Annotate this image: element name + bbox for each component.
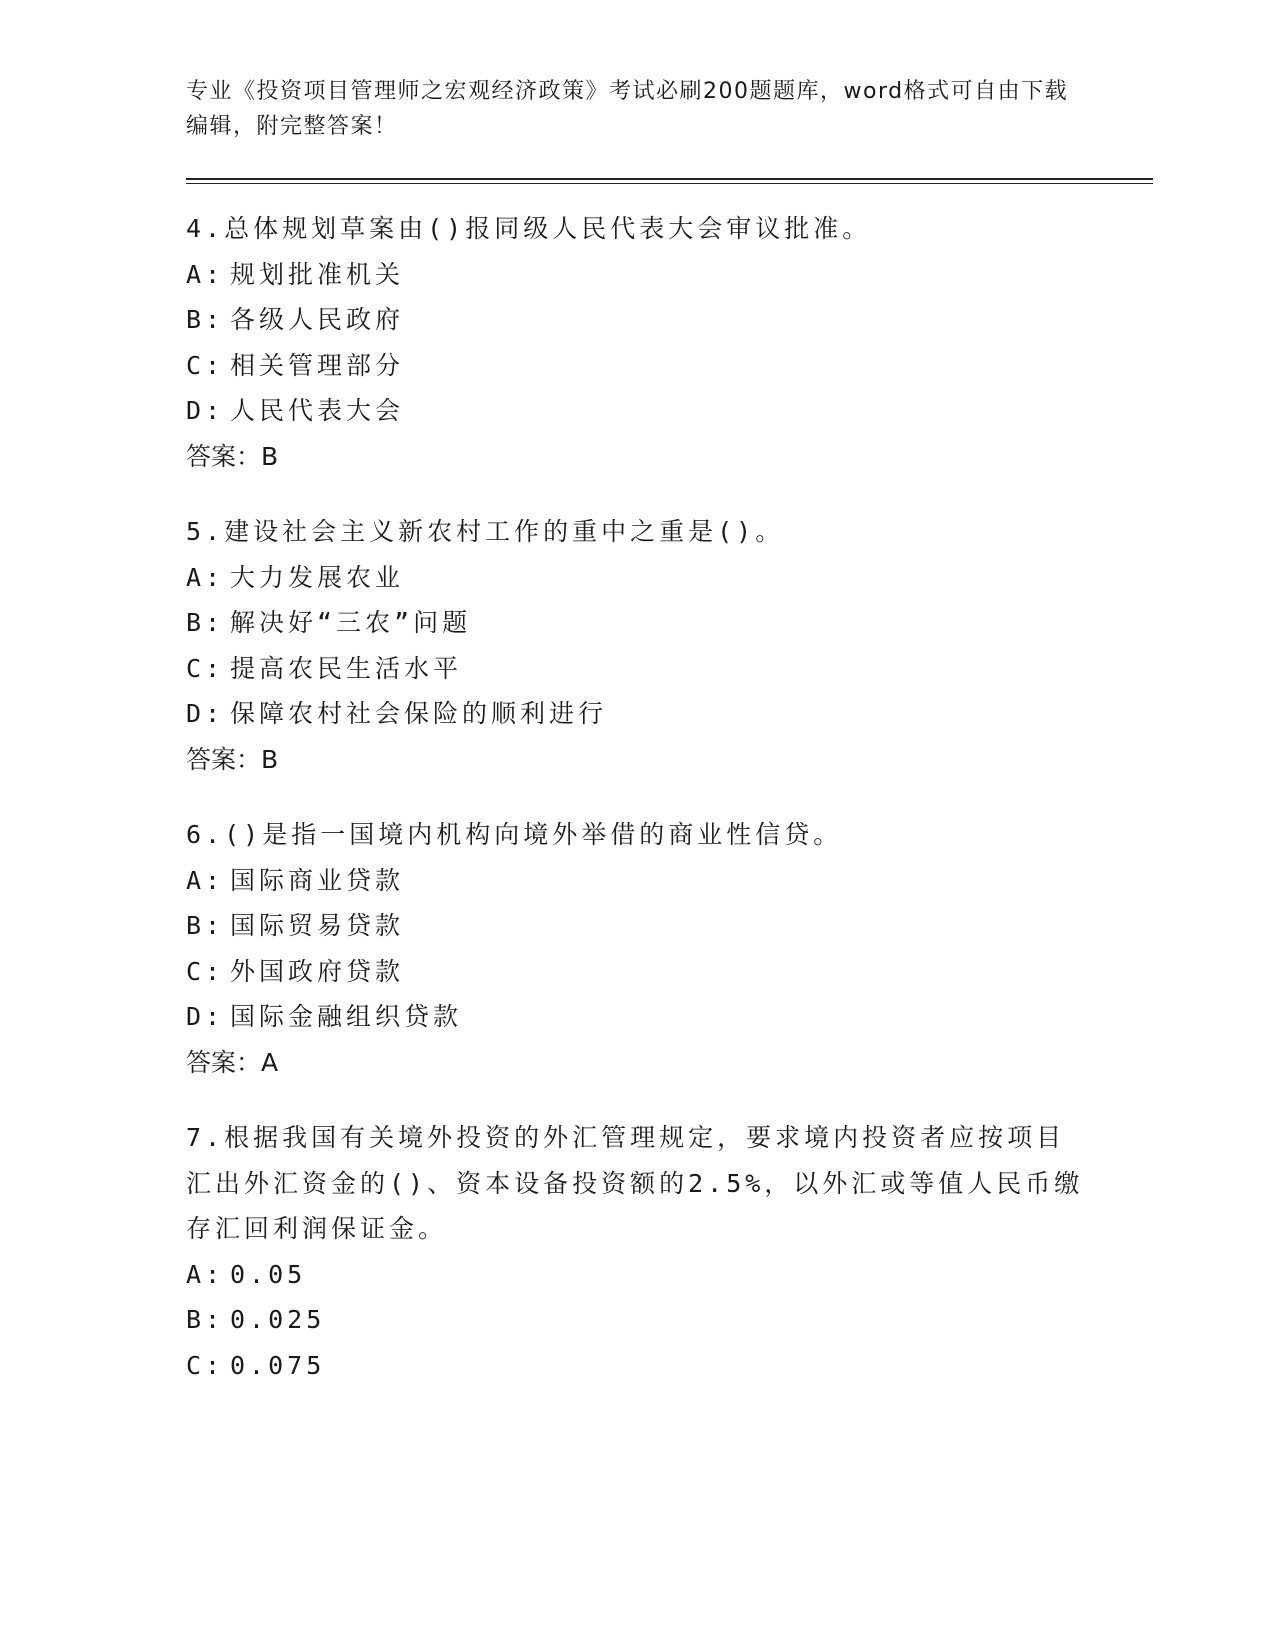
answer-line: 答案：A	[186, 1047, 279, 1077]
option-b	[186, 903, 1086, 949]
answer-line: 答案：B	[186, 441, 279, 471]
option-letter: B:	[186, 911, 225, 940]
option-text: 保障农村社会保险的顺利进行	[230, 699, 608, 728]
option-letter: A:	[186, 1259, 225, 1289]
option-b	[186, 600, 1086, 646]
option-text: 0.025	[230, 1305, 326, 1334]
question-5	[186, 509, 1086, 782]
option-letter: A:	[186, 562, 225, 592]
option-d	[186, 691, 1086, 737]
answer-line: 答案：B	[186, 744, 279, 774]
question-stem: 4.总体规划草案由()报同级人民代表大会审议批准。	[186, 214, 872, 243]
option-c	[186, 646, 1086, 692]
option-text: 国际金融组织贷款	[230, 1002, 463, 1031]
option-b	[186, 1297, 1086, 1343]
header-divider-thin	[186, 183, 1153, 184]
option-text: 大力发展农业	[230, 562, 405, 592]
option-letter: B:	[186, 305, 225, 334]
option-text: 国际商业贷款	[230, 865, 405, 895]
option-c	[186, 343, 1086, 389]
question-4	[186, 206, 1086, 479]
option-c	[186, 949, 1086, 995]
option-letter: C:	[186, 1350, 225, 1380]
question-stem: 7.根据我国有关境外投资的外汇管理规定，要求境内投资者应按项目汇出外汇资金的()、资本设备投资额的2.5%，以外汇或等值人民币缴存汇回利润保证金。	[186, 1123, 1084, 1243]
option-text: 各级人民政府	[230, 305, 405, 334]
option-letter: B:	[186, 608, 225, 637]
option-a	[186, 252, 1086, 298]
header-divider-thick	[186, 178, 1153, 180]
question-stem: 5.建设社会主义新农村工作的重中之重是()。	[186, 517, 785, 546]
option-letter: B:	[186, 1305, 225, 1334]
question-7	[186, 1115, 1086, 1388]
option-text: 规划批准机关	[230, 259, 405, 289]
question-stem: 6.()是指一国境内机构向境外举借的商业性信贷。	[186, 820, 843, 849]
question-list	[186, 206, 1086, 1418]
option-text: 国际贸易贷款	[230, 911, 405, 940]
option-text: 人民代表大会	[230, 396, 405, 425]
option-letter: A:	[186, 259, 225, 289]
option-text: 0.075	[230, 1350, 326, 1380]
document-header	[186, 74, 1086, 144]
option-d	[186, 388, 1086, 434]
option-a	[186, 555, 1086, 601]
option-text: 相关管理部分	[230, 350, 405, 380]
option-c	[186, 1343, 1086, 1389]
option-a	[186, 1252, 1086, 1298]
option-letter: A:	[186, 865, 225, 895]
option-text: 外国政府贷款	[230, 956, 405, 986]
option-text: 0.05	[230, 1259, 307, 1289]
option-text: 解决好“三农”问题	[230, 608, 472, 637]
option-d	[186, 994, 1086, 1040]
option-a	[186, 858, 1086, 904]
option-letter: C:	[186, 350, 225, 380]
question-6	[186, 812, 1086, 1085]
option-letter: D:	[186, 699, 225, 728]
option-letter: D:	[186, 396, 225, 425]
header-intro-text: 专业《投资项目管理师之宏观经济政策》考试必刷200题题库，word格式可自由下载编辑，附完整答案！	[186, 79, 1069, 139]
option-text: 提高农民生活水平	[230, 653, 463, 683]
option-letter: C:	[186, 956, 225, 986]
option-letter: C:	[186, 653, 225, 683]
option-letter: D:	[186, 1002, 225, 1031]
option-b	[186, 297, 1086, 343]
